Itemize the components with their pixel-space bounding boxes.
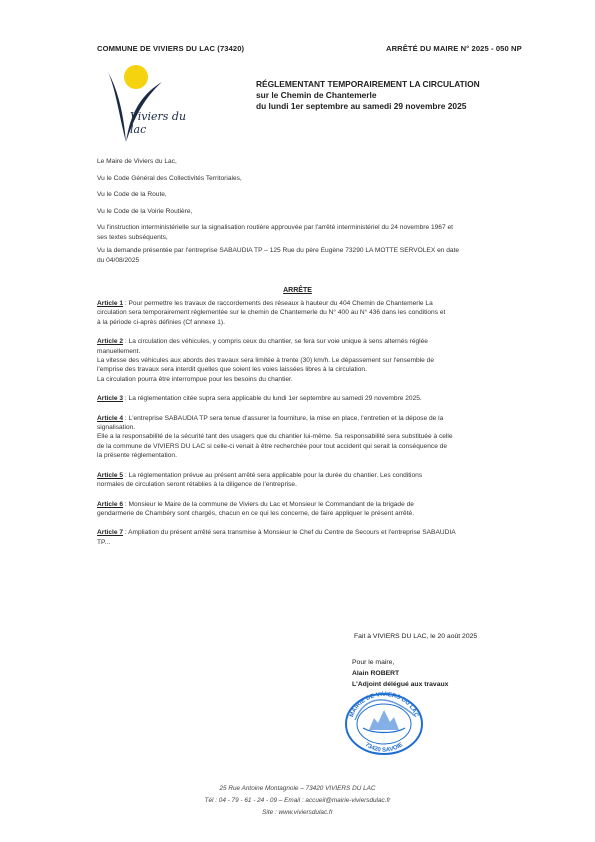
preamble-vu-cgct: Vu le Code Général des Collectivités Territoriales, [97, 174, 242, 182]
preamble-vu-instruction-1: Vu l'instruction interministérielle sur la signalisation routière approuvée par l'arrêté interministériel du 24 novembre 1967 et [97, 224, 453, 231]
stamp-text: MAIRIE DE VIVIERS DU LAC [349, 692, 419, 719]
article-6 [97, 500, 567, 519]
mairie-stamp [343, 690, 425, 755]
article-line: l'emprise des travaux sera interdit quelles que soient les voies laissées libres à la circulation. [97, 366, 367, 374]
article-line: : La réglementation citée supra sera applicable du lundi 1er septembre au samedi 29 novembre 2025. [123, 395, 422, 403]
stamp-seal-icon [343, 690, 425, 755]
title-line-2: sur le Chemin de Chantemerle [256, 90, 377, 100]
article-line: Elle a la responsabilité de la sécurité tant des usagers que du chantier lui-même. Sa responsabilité sera substituée à celle [97, 433, 453, 441]
article-label: Article 7 [97, 529, 124, 537]
logo-graphic [100, 60, 200, 150]
article-line: TP... [97, 538, 111, 546]
arrete-reference: ARRÊTÉ DU MAIRE N° 2025 - 050 NP [386, 44, 522, 53]
article-line: la présente réglementation. [97, 452, 177, 460]
article-5 [97, 471, 567, 490]
article-4 [97, 414, 567, 461]
title-line-3: du lundi 1er septembre au samedi 29 novembre 2025 [256, 101, 467, 111]
article-line: : Monsieur le Maire de la commune de Viviers du Lac et Monsieur le Commandant de la brigade de [123, 500, 414, 508]
article-3 [97, 394, 567, 403]
preamble-vu-voirie: Vu le Code de la Voirie Routière, [97, 207, 193, 215]
article-7 [97, 528, 567, 547]
article-line: normales de circulation seront rétablies à la diligence de l'entreprise. [97, 481, 297, 489]
preamble-vu-demande-1: Vu la demande présentée par l'entreprise SABAUDIA TP – 125 Rue du père Eugène 73290 LA MOTTE SERVOLEX en date [97, 247, 460, 254]
article-line: : L'entreprise SABAUDIA TP sera tenue d'assurer la fourniture, la mise en place, l'entretien et la dépose de la [123, 414, 444, 422]
preamble-vu-code-route: Vu le Code de la Route, [97, 191, 167, 198]
logo-sun-icon [124, 65, 148, 89]
commune-logo [100, 60, 200, 150]
article-label: Article 6 [97, 500, 124, 508]
arrete-heading: ARRÊTE [283, 287, 312, 294]
article-line: à la période ci-après définies (Cf annexe 1). [97, 318, 225, 326]
article-label: Article 2 [97, 338, 124, 346]
signatory-name: Alain ROBERT [352, 670, 400, 677]
signatory-role: L'Adjoint délégué aux travaux [352, 681, 449, 688]
footer-contact: Tél : 04 - 79 - 61 - 24 - 09 – Email : accueil@mairie-viviersdulac.fr [204, 797, 391, 804]
footer-website: Site : www.viviersdulac.fr [262, 809, 333, 816]
article-2 [97, 337, 567, 384]
title-line-1: RÉGLEMENTANT TEMPORAIREMENT LA CIRCULATION [256, 79, 480, 89]
article-line: La vitesse des véhicules aux abords des travaux sera limitée à trente (30) km/h. Le dépassement sur l'ensemble de [97, 357, 434, 365]
article-line: manuellement. [97, 347, 141, 355]
article-line: La circulation pourra être interrompue pour les besoins du chantier. [97, 375, 293, 383]
article-1 [97, 299, 567, 327]
logo-text: Viviers du lac [130, 110, 187, 136]
preamble-maire: Le Maire de Viviers du Lac, [97, 158, 177, 165]
place-date: Fait à VIVIERS DU LAC, le 20 août 2025 [354, 633, 478, 640]
articles [97, 299, 567, 557]
article-label: Article 3 [97, 395, 124, 403]
signature-pour: Pour le maire, [352, 659, 395, 666]
article-line: circulation sera temporairement réglementée sur le chemin de Chantemerle du N° 400 au N° 436 dans les conditions et [97, 309, 446, 317]
article-line: de la commune de VIVIERS DU LAC si celle-ci venait à être recherchée pour tout accident qui serait la conséquence de [97, 442, 448, 450]
article-line: : La circulation des véhicules, y compris ceux du chantier, se fera sur voie unique à sens alternés réglée [123, 338, 428, 346]
article-line: signalisation. [97, 424, 136, 432]
logo-swoosh-icon [108, 72, 126, 142]
article-line: : Ampliation du présent arrêté sera transmise à Monsieur le Chef du Centre de Secours et l'entreprise SABAUDIA [123, 529, 456, 537]
article-line: : Pour permettre les travaux de raccordements des réseaux à hauteur du 404 Chemin de Chantemerle La [123, 300, 433, 307]
preamble-vu-demande-2: du 04/08/2025 [97, 256, 140, 264]
article-label: Article 5 [97, 471, 124, 479]
article-line: : La réglementation prévue au présent arrêté sera applicable pour la durée du chantier. Les conditions [123, 471, 423, 479]
footer-address: 25 Rue Antoine Montagnole – 73420 VIVIERS DU LAC [219, 785, 376, 792]
preamble [97, 157, 567, 265]
commune-header: COMMUNE DE VIVIERS DU LAC (73420) [97, 44, 245, 53]
article-label: Article 4 [97, 414, 124, 422]
article-label: Article 1 [97, 300, 124, 307]
preamble-vu-instruction-2: ses textes subséquents, [97, 233, 168, 241]
article-line: gendarmerie de Chambéry sont chargés, chacun en ce qui les concerne, de faire appliquer le présent arrêté. [97, 509, 415, 517]
stamp-postcode: 73420 SAVOIE [363, 742, 405, 754]
